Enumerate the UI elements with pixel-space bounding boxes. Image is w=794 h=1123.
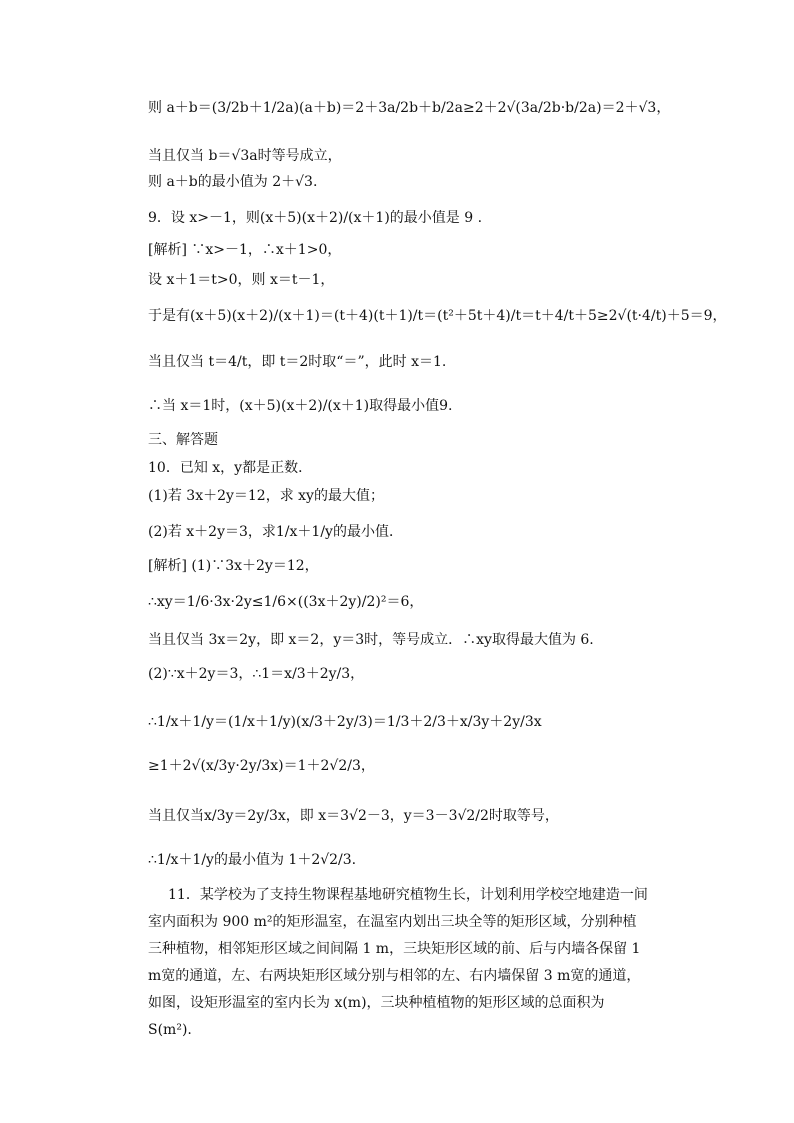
analysis-10-c: 当且仅当 3x＝2y，即 x＝2，y＝3时，等号成立．∴xy取得最大值为 6. bbox=[148, 632, 594, 648]
analysis-9-a: [解析] ∵x>－1，∴x＋1>0， bbox=[148, 242, 342, 258]
problem-10: 10．已知 x，y都是正数． bbox=[148, 460, 313, 476]
analysis-10-f: ≥1＋2√(x/3y·2y/3x)＝1＋2√2/3， bbox=[148, 758, 375, 774]
line-3: 则 a＋b的最小值为 2＋√3. bbox=[148, 174, 318, 190]
analysis-9-d: 当且仅当 t＝4/t，即 t＝2时取“＝”，此时 x＝1. bbox=[148, 354, 447, 370]
line-2: 当且仅当 b＝√3a时等号成立， bbox=[148, 148, 342, 164]
problem-10-part2: (2)若 x＋2y＝3，求1/x＋1/y的最小值． bbox=[148, 524, 403, 540]
problem-9: 9．设 x>－1，则(x＋5)(x＋2)/(x＋1)的最小值是 9 . bbox=[148, 210, 483, 226]
analysis-9-c: 于是有(x＋5)(x＋2)/(x＋1)＝(t＋4)(t＋1)/t＝(t²＋5t＋4)/t＝t＋4/t＋5≥2√(t·4/t)＋5＝9， bbox=[148, 308, 727, 324]
section-heading: 三、解答题 bbox=[148, 432, 218, 448]
analysis-9-e: ∴当 x＝1时，(x＋5)(x＋2)/(x＋1)取得最小值9. bbox=[148, 398, 453, 414]
analysis-10-b: ∴xy＝1/6·3x·2y≤1/6×((3x＋2y)/2)²＝6， bbox=[148, 594, 424, 610]
analysis-10-g: 当且仅当x/3y＝2y/3x，即 x＝3√2－3，y＝3－3√2/2时取等号， bbox=[148, 808, 559, 824]
analysis-10-h: ∴1/x＋1/y的最小值为 1＋2√2/3. bbox=[148, 852, 357, 868]
analysis-9-b: 设 x＋1＝t>0，则 x＝t－1， bbox=[148, 272, 335, 288]
analysis-10-a: [解析] (1)∵3x＋2y＝12， bbox=[148, 558, 319, 574]
problem-10-part1: (1)若 3x＋2y＝12，求 xy的最大值； bbox=[148, 488, 384, 504]
problem-11: 11．某学校为了支持生物课程基地研究植物生长，计划利用学校空地建造一间室内面积为 900 m²的矩形温室，在温室内划出三块全等的矩形区域，分别种植三种植物，相邻矩形区域之间间隔 1 m，三块矩形区域的前、后与内墙各保留 1 m宽的通道，左、右两块矩形区域分别与相邻的左、右内墙保留 3 m宽的通道，如图，设矩形温室的室内长为 x(m)，三块种植植物的矩形区域的总面积为 S(m²). bbox=[148, 887, 648, 1038]
line-1: 则 a＋b＝(3/2b＋1/2a)(a＋b)＝2＋3a/2b＋b/2a≥2＋2√(3a/2b·b/2a)＝2＋√3， bbox=[148, 100, 671, 116]
analysis-10-d: (2)∵x＋2y＝3，∴1＝x/3＋2y/3， bbox=[148, 666, 365, 682]
analysis-10-e: ∴1/x＋1/y＝(1/x＋1/y)(x/3＋2y/3)＝1/3＋2/3＋x/3y＋2y/3x bbox=[148, 714, 542, 730]
